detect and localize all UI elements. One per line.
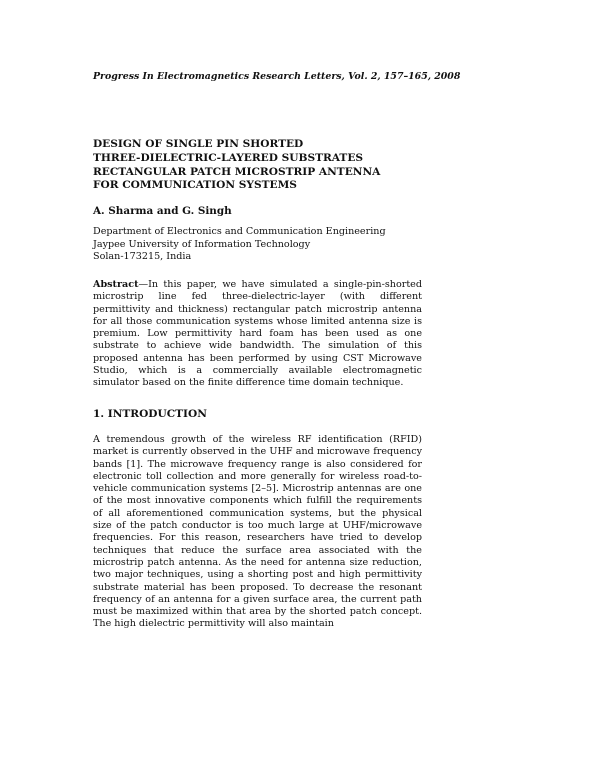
paper-title [93, 138, 513, 193]
affiliation-line: Jaypee University of Information Technology [93, 238, 311, 250]
title-line: RECTANGULAR PATCH MICROSTRIP ANTENNA [93, 165, 381, 178]
title-line: FOR COMMUNICATION SYSTEMS [93, 179, 297, 192]
title-line: DESIGN OF SINGLE PIN SHORTED [93, 138, 304, 150]
affiliation-line: Solan-173215, India [93, 251, 192, 262]
affiliation [93, 226, 386, 264]
introduction-paragraph: A tremendous growth of the wireless RF identification (RFID) market is currently observed in the UHF and microwave frequency bands [1]. The microwave frequency range is also considered for electronic toll collection and more generally for wireless road-to-vehicle communication systems [2–5]. Microstrip antennas are one of the most innovative components which fulfill the requirements of all aforementioned communication systems, but the physical size of the patch conductor is too much large at UHF/microwave frequencies. For this reason, researchers have tried to develop techniques that reduce the surface area associated with the microstrip patch antenna. As the need for antenna size reduction, two major techniques, using a shorting post and high permittivity substrate material has been proposed. To decrease the resonant frequency of an antenna for a given surface area, the current path must be maximized within that area by the shorted patch concept. The high dielectric permittivity will also maintain [93, 434, 422, 630]
abstract [93, 279, 422, 390]
authors: A. Sharma and G. Singh [93, 205, 232, 217]
affiliation-line: Department of Electronics and Communication Engineering [93, 226, 386, 237]
title-line: THREE-DIELECTRIC-LAYERED SUBSTRATES [93, 151, 364, 164]
section-heading: 1. INTRODUCTION [93, 408, 207, 420]
abstract-text: —In this paper, we have simulated a single-pin-shorted microstrip line fed three-dielectric-layer (with different permittivity and thickness) rectangular patch microstrip antenna for all those communication systems whose limited antenna size is premium. Low permittivity hard foam has been used as one substrate to achieve wide bandwidth. The simulation of this proposed antenna has been performed by using CST Microwave Studio, which is a commercially available electromagnetic simulator based on the finite difference time domain technique. [93, 279, 422, 389]
running-header: Progress In Electromagnetics Research Letters, Vol. 2, 157–165, 2008 [93, 71, 461, 82]
abstract-label: Abstract [93, 279, 139, 290]
